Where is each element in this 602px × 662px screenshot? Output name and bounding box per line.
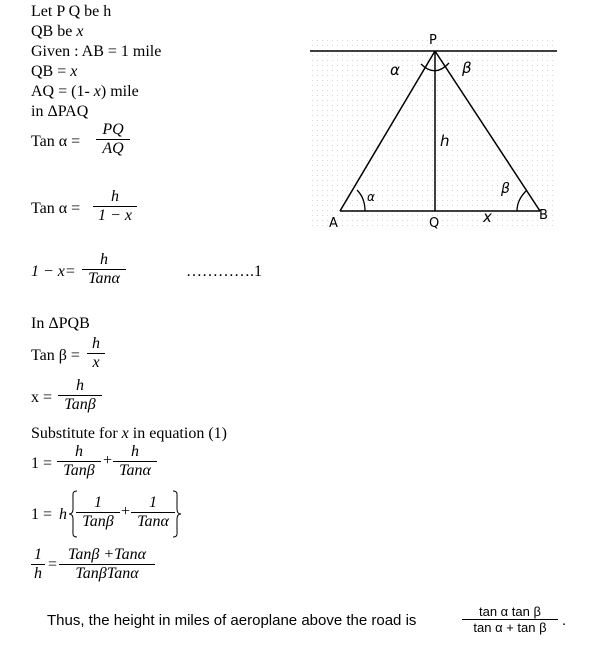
text: ) mile: [100, 83, 139, 100]
eq8-den-left: h: [31, 564, 45, 583]
text: in equation (1): [128, 425, 227, 442]
line-substitute: [31, 425, 227, 443]
label-h: h: [440, 132, 450, 150]
eq7-fraction-2: [131, 494, 175, 531]
var-x: x: [76, 23, 84, 40]
label-alpha-top: α: [390, 61, 400, 79]
eq3-num: h: [100, 251, 108, 268]
eq6-den-1: Tanβ: [57, 461, 101, 480]
eq8-den-right: TanβTanα: [59, 564, 155, 583]
eq6-plus: +: [103, 452, 113, 469]
conclusion-text: Thus, the height in miles of aeroplane above the road is: [47, 612, 417, 629]
conclusion-fraction: [462, 604, 558, 635]
eq7-num-2: 1: [149, 494, 157, 511]
eq1-num: PQ: [102, 121, 124, 138]
eq7-fraction-1: [76, 494, 120, 531]
eq5-den: Tanβ: [58, 395, 102, 414]
eq3-fraction: [82, 251, 126, 288]
eq6-fraction-1: [57, 443, 101, 480]
eq8-fraction-left: [31, 546, 45, 583]
eq3-lhs: 1 − x=: [31, 263, 76, 280]
eq4-fraction: [87, 335, 105, 372]
eq4-den: x: [87, 353, 105, 372]
line-qb-be-x: [31, 23, 83, 41]
text: Substitute for: [31, 425, 122, 442]
eq6-den-2: Tanα: [113, 461, 157, 480]
label-beta-base: β: [501, 181, 510, 197]
triangle-diagram: [305, 28, 565, 238]
eq7-lhs: 1 =: [31, 506, 53, 523]
eq2-fraction: [93, 188, 137, 225]
eq5-lhs: x =: [31, 389, 53, 406]
eq7-num-1: 1: [94, 494, 102, 511]
var-x: x: [70, 63, 78, 80]
label-a: A: [329, 216, 338, 231]
right-brace: [172, 490, 182, 538]
eq7-den-1: Tanβ: [76, 512, 120, 531]
eq1-fraction: [96, 121, 130, 158]
eq8-num-left: 1: [34, 546, 42, 563]
eq3-den: Tanα: [82, 269, 126, 288]
label-p: P: [429, 33, 437, 48]
label-alpha-base: α: [367, 190, 375, 204]
text: QB =: [31, 63, 71, 80]
eq1-lhs: Tan α =: [31, 133, 81, 150]
eq7-plus: +: [121, 503, 131, 520]
eq8-fraction-right: [59, 546, 155, 583]
eq8-num-right: Tanβ +Tanα: [67, 546, 147, 563]
text: AQ = (1-: [31, 83, 94, 100]
eq6-num-1: h: [75, 443, 83, 460]
eq8-equals: =: [48, 556, 58, 573]
label-b: B: [539, 208, 548, 223]
conclusion-num: tan α tan β: [479, 604, 541, 619]
eq6-num-2: h: [131, 443, 139, 460]
eq6-lhs: 1 =: [31, 455, 53, 472]
eq5-num: h: [76, 377, 84, 394]
line-let-pq: Let P Q be h: [31, 3, 112, 20]
label-x: x: [483, 208, 492, 226]
var-x: x: [93, 83, 101, 100]
eq2-lhs: Tan α =: [31, 200, 81, 217]
eq3-label: ………….1: [186, 263, 262, 280]
conclusion-period: .: [562, 612, 567, 629]
line-aq: [31, 83, 139, 101]
eq2-den: 1 − x: [93, 206, 137, 225]
line-qb-eq-x: [31, 63, 77, 81]
line-in-paq: in ΔPAQ: [31, 103, 89, 120]
line-given: Given : AB = 1 mile: [31, 43, 162, 60]
text: QB be: [31, 23, 77, 40]
eq6-fraction-2: [113, 443, 157, 480]
eq7-den-2: Tanα: [131, 512, 175, 531]
eq2-num: h: [111, 188, 119, 205]
eq7-h: h: [59, 506, 67, 523]
eq4-lhs: Tan β =: [31, 347, 80, 364]
label-q: Q: [429, 216, 440, 231]
eq1-den: AQ: [96, 139, 130, 158]
eq4-num: h: [92, 335, 100, 352]
line-in-pqb: In ΔPQB: [31, 315, 90, 332]
label-beta-top: β: [462, 59, 472, 77]
eq5-fraction: [58, 377, 102, 414]
conclusion-den: tan α + tan β: [462, 619, 558, 635]
var-x: x: [121, 425, 129, 442]
